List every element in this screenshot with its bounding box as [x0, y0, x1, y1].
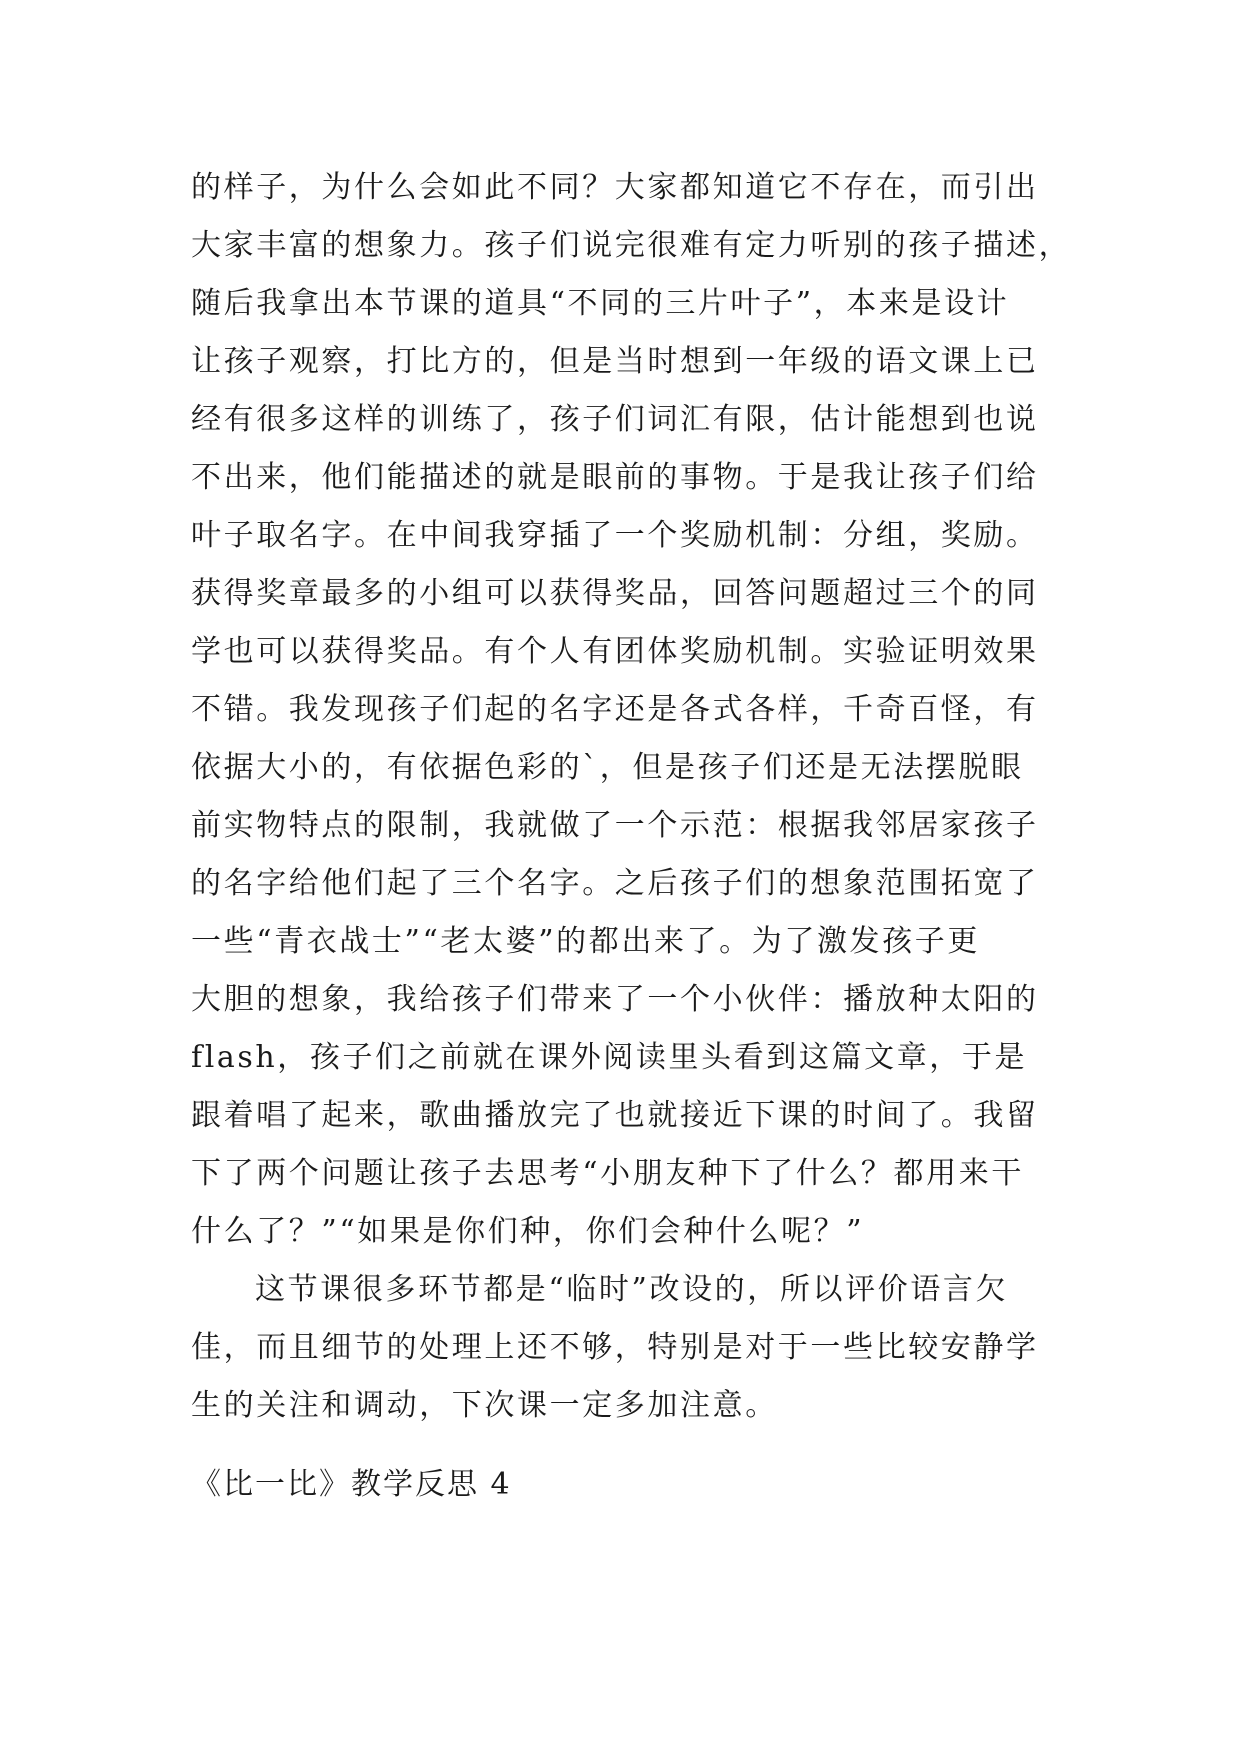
paragraph-line: 不错。我发现孩子们起的名字还是各式各样，千奇百怪，有 — [191, 692, 1039, 727]
section-heading: 《比一比》教学反思 4 — [191, 1467, 512, 1502]
paragraph-line: 一些“青衣战士”“老太婆”的都出来了。为了激发孩子更 — [191, 924, 980, 959]
paragraph-line: flash，孩子们之前就在课外阅读里头看到这篇文章，于是 — [191, 1040, 1028, 1075]
paragraph-line: 学也可以获得奖品。有个人有团体奖励机制。实验证明效果 — [191, 634, 1039, 669]
paragraph-line: 前实物特点的限制，我就做了一个示范：根据我邻居家孩子 — [191, 808, 1039, 843]
paragraph-line: 生的关注和调动，下次课一定多加注意。 — [191, 1388, 778, 1423]
paragraph-line: 下了两个问题让孩子去思考“小朋友种下了什么？都用来干 — [191, 1156, 1024, 1191]
paragraph-line: 依据大小的，有依据色彩的`，但是孩子们还是无法摆脱眼 — [191, 750, 1024, 785]
paragraph-line: 的样子，为什么会如此不同？大家都知道它不存在，而引出 — [191, 170, 1039, 205]
paragraph-line: 什么了？”“如果是你们种，你们会种什么呢？” — [191, 1214, 865, 1249]
paragraph-line: 大家丰富的想象力。孩子们说完很难有定力听别的孩子描述， — [191, 228, 1072, 263]
paragraph-line: 跟着唱了起来，歌曲播放完了也就接近下课的时间了。我留 — [191, 1098, 1039, 1133]
paragraph-line: 获得奖章最多的小组可以获得奖品，回答问题超过三个的同 — [191, 576, 1039, 611]
paragraph-line: 随后我拿出本节课的道具“不同的三片叶子”，本来是设计 — [191, 286, 1010, 321]
paragraph-line: 的名字给他们起了三个名字。之后孩子们的想象范围拓宽了 — [191, 866, 1039, 901]
paragraph-line: 佳，而且细节的处理上还不够，特别是对于一些比较安静学 — [191, 1330, 1039, 1365]
paragraph-line: 不出来，他们能描述的就是眼前的事物。于是我让孩子们给 — [191, 460, 1039, 495]
paragraph-line: 这节课很多环节都是“临时”改设的，所以评价语言欠 — [255, 1272, 1009, 1307]
paragraph-line: 经有很多这样的训练了，孩子们词汇有限，估计能想到也说 — [191, 402, 1039, 437]
paragraph-line: 让孩子观察，打比方的，但是当时想到一年级的语文课上已 — [191, 344, 1039, 379]
paragraph-line: 大胆的想象，我给孩子们带来了一个小伙伴：播放种太阳的 — [191, 982, 1039, 1017]
paragraph-line: 叶子取名字。在中间我穿插了一个奖励机制：分组，奖励。 — [191, 518, 1039, 553]
